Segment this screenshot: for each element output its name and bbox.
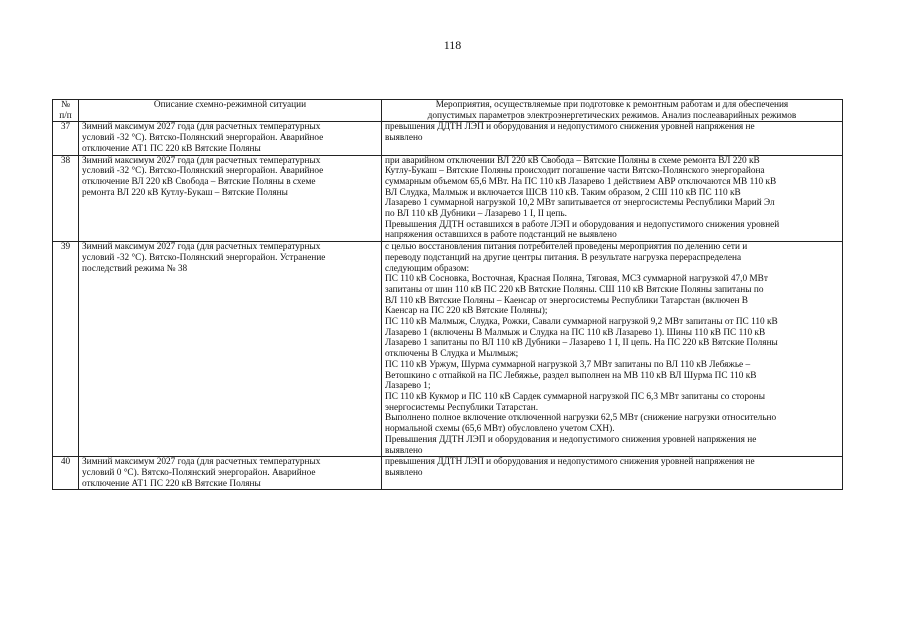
text-line: условий -32 °С). Вятско-Полянский энергорайон. Аварийное bbox=[82, 166, 324, 177]
text-line: отключены В Слудка и Мылмыж; bbox=[385, 349, 519, 360]
text-line: Каенсар на ПС 220 кВ Вятские Поляны); bbox=[385, 306, 548, 317]
text-line: Кутлу-Букаш – Вятские Поляны происходит погашение части Вятско-Полянского энергорайона bbox=[385, 166, 765, 177]
table-row bbox=[53, 122, 843, 155]
text-line: выявлено bbox=[385, 445, 423, 456]
text-line: превышения ДДТН ЛЭП и оборудования и недопустимого снижения уровней напряжения не bbox=[385, 457, 755, 468]
situations-table bbox=[52, 99, 843, 490]
text-line: Лазарево 1 (включены В Малмыж и Слудка на ПС 110 кВ Лазарево 1). Шины 110 кВ ПС 110 кВ bbox=[385, 327, 766, 338]
table-row bbox=[53, 242, 843, 457]
text-line: ремонта ВЛ 220 кВ Кутлу-Букаш – Вятские Поляны bbox=[82, 187, 288, 198]
header-measures bbox=[382, 100, 843, 122]
text-line: ПС 110 кВ Сосновка, Восточная, Красная Поляна, Тяговая, МСЗ суммарной нагрузкой 47,0 МВт bbox=[385, 274, 768, 285]
text-line: Лазарево 1 запитаны по ВЛ 110 кВ Дубники – Лазарево 1 I, II цепь. На ПС 220 кВ Вятские Поляны bbox=[385, 338, 778, 349]
text-line: с целью восстановления питания потребителей проведены мероприятия по делению сети и bbox=[385, 242, 748, 253]
text-line: Зимний максимум 2027 года (для расчетных температурных bbox=[82, 155, 321, 166]
text-line: условий 0 °С). Вятско-Полянский энергорайон. Аварийное bbox=[82, 467, 316, 478]
row-description bbox=[79, 122, 382, 155]
row-measures bbox=[382, 242, 843, 457]
row-number: 37 bbox=[53, 122, 79, 155]
text-line: переводу подстанций на другие центры питания. В результате нагрузка перераспределена bbox=[385, 252, 742, 263]
text-line: Зимний максимум 2027 года (для расчетных температурных bbox=[82, 457, 321, 468]
text-line: отключение АТ1 ПС 220 кВ Вятские Поляны bbox=[82, 478, 261, 489]
text-line: следующим образом: bbox=[385, 263, 470, 274]
row-number: 38 bbox=[53, 155, 79, 242]
table-row bbox=[53, 457, 843, 490]
row-description bbox=[79, 457, 382, 490]
text-line: отключение АТ1 ПС 220 кВ Вятские Поляны bbox=[82, 143, 261, 154]
text-line: Превышения ДДТН оставшихся в работе ЛЭП и оборудования и недопустимого снижения уровней bbox=[385, 219, 780, 230]
text-line: отключение ВЛ 220 кВ Свобода – Вятские Поляны в схеме bbox=[82, 176, 316, 187]
text-line: Зимний максимум 2027 года (для расчетных температурных bbox=[82, 122, 321, 133]
row-description bbox=[79, 155, 382, 242]
table-header-row bbox=[53, 100, 843, 122]
text-line: условий -32 °С). Вятско-Полянский энергорайон. Аварийное bbox=[82, 133, 324, 144]
text-line: Лазарево 1; bbox=[385, 381, 431, 392]
text-line: Зимний максимум 2027 года (для расчетных температурных bbox=[82, 242, 321, 253]
text-line: суммарным объемом 65,6 МВт. На ПС 110 кВ Лазарево 1 действием АВР отключаются МВ 110 кВ bbox=[385, 176, 777, 187]
header-description: Описание схемно-режимной ситуации bbox=[79, 100, 382, 122]
row-number: 40 bbox=[53, 457, 79, 490]
text-line: выявлено bbox=[385, 467, 423, 478]
row-measures bbox=[382, 122, 843, 155]
text-line: энергосистемы Республики Татарстан. bbox=[385, 402, 539, 413]
text-line: нормальной схемы (65,6 МВт) обусловлено учетом СХН). bbox=[385, 424, 615, 435]
row-measures bbox=[382, 155, 843, 242]
text-line: ВЛ Слудка, Малмыж и включается ШСВ 110 кВ. Таким образом, 2 СШ 110 кВ ПС 110 кВ bbox=[385, 187, 741, 198]
text-line: последствий режима № 38 bbox=[82, 263, 188, 274]
text-line: напряжения оставшихся в работе подстанций не выявлено bbox=[385, 230, 617, 241]
text-line: по ВЛ 110 кВ Дубники – Лазарево 1 I, II цепь. bbox=[385, 209, 567, 220]
header-num bbox=[53, 100, 79, 122]
text-line: запитаны от шин 110 кВ ПС 220 кВ Вятские Поляны. СШ 110 кВ Вятские Поляны запитаны по bbox=[385, 284, 764, 295]
text-line: условий -32 °С). Вятско-Полянский энергорайон. Устранение bbox=[82, 252, 326, 263]
text-line: п/п bbox=[59, 110, 72, 121]
text-line: при аварийном отключении ВЛ 220 кВ Свобода – Вятские Поляны в схеме ремонта ВЛ 220 кВ bbox=[385, 155, 760, 166]
text-line: Превышения ДДТН ЛЭП и оборудования и недопустимого снижения уровней напряжения не bbox=[385, 434, 757, 445]
text-line: Выполнено полное включение отключенной нагрузки 62,5 МВт (снижение нагрузки относительно bbox=[385, 413, 777, 424]
row-number: 39 bbox=[53, 242, 79, 457]
text-line: Ветошкино с отпайкой на ПС Лебяжье, раздел выполнен на МВ 110 кВ ВЛ Шурма ПС 110 кВ bbox=[385, 370, 757, 381]
text-line: ПС 110 кВ Уржум, Шурма суммарной нагрузкой 3,7 МВт запитаны по ВЛ 110 кВ Лебяжье – bbox=[385, 359, 751, 370]
row-measures bbox=[382, 457, 843, 490]
text-line: ПС 110 кВ Малмыж, Слудка, Рожки, Савали суммарной нагрузкой 9,2 МВт запитаны от ПС 110 кВ bbox=[385, 317, 778, 328]
text-line: превышения ДДТН ЛЭП и оборудования и недопустимого снижения уровней напряжения не bbox=[385, 122, 755, 133]
text-line: № bbox=[61, 100, 70, 110]
text-line: Мероприятия, осуществляемые при подготовке к ремонтным работам и для обеспечения bbox=[435, 100, 789, 110]
text-line: ВЛ 110 кВ Вятские Поляны – Каенсар от энергосистемы Республики Татарстан (включен В bbox=[385, 295, 748, 306]
text-line: Лазарево 1 суммарной нагрузкой 10,2 МВт запитывается от энергосистемы Республики Марий Эл bbox=[385, 198, 775, 209]
text-line: допустимых параметров электроэнергетических режимов. Анализ послеаварийных режимов bbox=[427, 110, 797, 121]
row-description bbox=[79, 242, 382, 457]
text-line: ПС 110 кВ Кукмор и ПС 110 кВ Сардек суммарной нагрузкой ПС 6,3 МВт запитаны со стороны bbox=[385, 391, 765, 402]
page-number: 118 bbox=[443, 38, 462, 52]
text-line: выявлено bbox=[385, 133, 423, 144]
table-row bbox=[53, 155, 843, 242]
